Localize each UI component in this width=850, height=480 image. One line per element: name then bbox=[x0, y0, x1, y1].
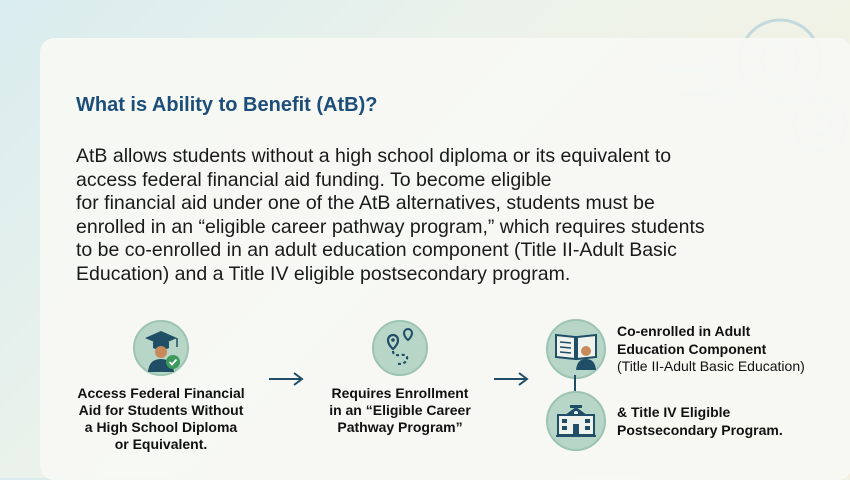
connector-line bbox=[574, 375, 576, 391]
atb-description bbox=[76, 145, 796, 287]
outcome-line: Postsecondary Program. bbox=[617, 421, 783, 438]
step-line: Access Federal Financial bbox=[77, 385, 245, 401]
description-line: AtB allows students without a high school diploma or its equivalent to bbox=[76, 145, 672, 167]
outcome-line: (Title II-Adult Basic Education) bbox=[617, 358, 805, 374]
step-line: Aid for Students Without bbox=[78, 402, 244, 418]
arrow-right-icon bbox=[493, 372, 529, 386]
step-line: in an “Eligible Career bbox=[329, 402, 471, 418]
step-career-pathway bbox=[305, 385, 495, 436]
pathway-map-icon bbox=[372, 320, 428, 376]
school-building-icon bbox=[546, 391, 606, 451]
step-line: Pathway Program” bbox=[337, 419, 463, 435]
outcome-line: & Title IV Eligible bbox=[617, 404, 731, 420]
step-line: or Equivalent. bbox=[114, 436, 208, 452]
description-line: to be co-enrolled in an adult education component (Title II-Adult Basic bbox=[76, 239, 677, 262]
step-line: a High School Diploma bbox=[84, 419, 238, 435]
outcome-title-iv bbox=[617, 404, 783, 439]
description-line: for financial aid under one of the AtB alternatives, students must be bbox=[76, 192, 655, 215]
outcome-line: Co-enrolled in Adult bbox=[617, 323, 751, 339]
page-title: What is Ability to Benefit (AtB)? bbox=[76, 94, 378, 116]
step-access-aid bbox=[66, 385, 256, 453]
graduate-check-icon bbox=[133, 320, 189, 376]
outcome-adult-education bbox=[617, 323, 805, 376]
description-line: Education) and a Title IV eligible postsecondary program. bbox=[76, 262, 571, 285]
description-line: enrolled in an “eligible career pathway program,” which requires students bbox=[76, 215, 705, 238]
description-line: access federal financial aid funding. To become eligible bbox=[76, 168, 552, 191]
book-reader-icon bbox=[546, 319, 606, 379]
outcome-line: Education Component bbox=[617, 340, 767, 357]
step-line: Requires Enrollment bbox=[331, 385, 469, 401]
arrow-right-icon bbox=[268, 372, 304, 386]
